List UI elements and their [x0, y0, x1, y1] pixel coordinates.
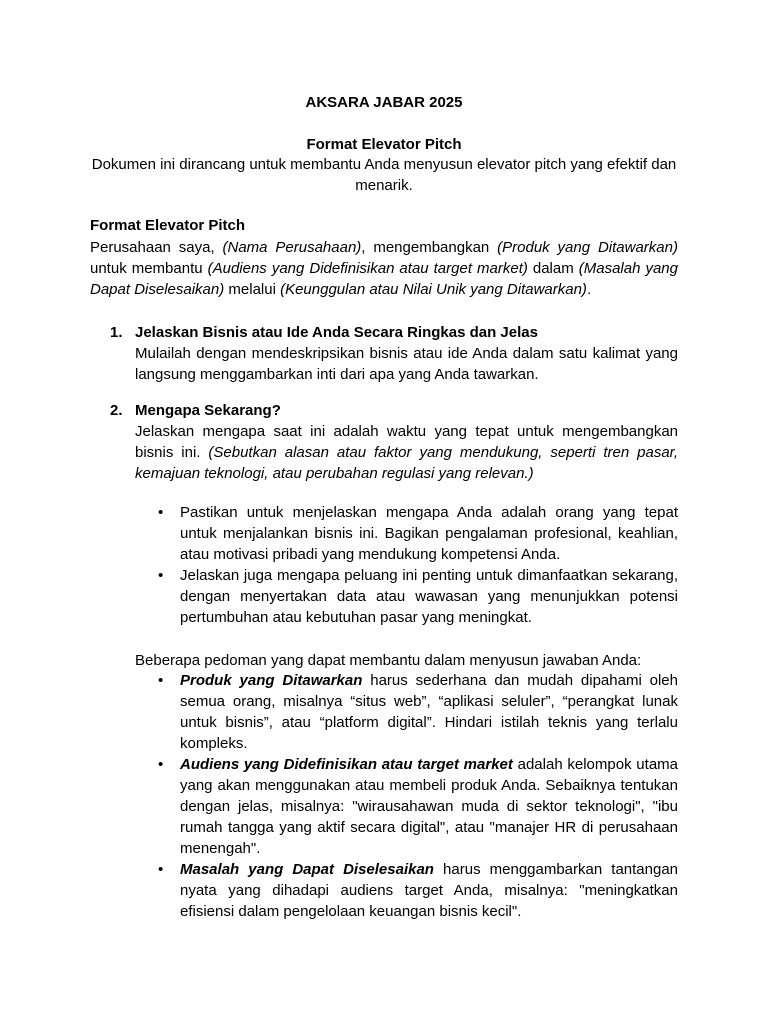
format-text: dalam — [527, 260, 579, 277]
format-placeholder-problem: (Masalah yang Dapat Diselesaikan) — [90, 260, 678, 298]
guide-term: Produk yang Ditawarkan — [180, 672, 363, 689]
bullet-icon: • — [158, 567, 164, 584]
format-text: . — [586, 281, 592, 298]
bullet-icon: • — [158, 861, 164, 878]
list-item — [156, 565, 678, 628]
guide-bullet-list — [156, 670, 678, 922]
format-text: Perusahaan saya, — [90, 239, 223, 256]
format-placeholder-audience: (Audiens yang Didefinisikan atau target market) — [207, 260, 528, 277]
list-item — [156, 502, 678, 565]
document-title: AKSARA JABAR 2025 — [305, 94, 463, 111]
guide-intro: Beberapa pedoman yang dapat membantu dalam menyusun jawaban Anda: — [135, 652, 642, 669]
guide-text: harus menggambarkan tantangan nyata yang dihadapi audiens target Anda, misalnya: "meningkatkan efisiensi dalam pengelolaan keuangan bisnis kecil". — [180, 861, 679, 920]
section-body-text: Jelaskan mengapa saat ini adalah waktu yang tepat untuk mengembangkan bisnis ini. — [135, 423, 678, 461]
guide-text: adalah kelompok utama yang akan menggunakan atau membeli produk Anda. Sebaiknya tentukan dengan jelas, misalnya: "wirausahawan muda di sektor teknologi", "ibu rumah tangga yang aktif secara digital", atau "manajer HR di perusahaan menengah". — [180, 756, 678, 857]
section-heading: Jelaskan Bisnis atau Ide Anda Secara Ringkas dan Jelas — [135, 324, 538, 341]
guide-text: harus sederhana dan mudah dipahami oleh semua orang, misalnya “situs web”, “aplikasi seluler”, “perangkat lunak untuk bisnis”, atau “platform digital”. Hindari istilah teknis yang terlalu kompleks. — [180, 672, 678, 752]
section-number: 2. — [110, 402, 123, 419]
guide-term: Audiens yang Didefinisikan atau target market — [180, 756, 513, 773]
section-body — [135, 421, 678, 484]
numbered-section-2 — [110, 400, 678, 484]
numbered-section-1 — [110, 322, 678, 385]
list-item-text: Jelaskan juga mengapa peluang ini penting untuk dimanfaatkan sekarang, dengan menyertakan data atau wawasan yang menunjukkan potensi pertumbuhan atau kebutuhan pasar yang meningkat. — [180, 567, 678, 626]
bullet-icon: • — [158, 504, 164, 521]
format-text: untuk membantu — [90, 260, 208, 277]
section-number: 1. — [110, 324, 123, 341]
format-text: melalui — [224, 281, 281, 298]
format-paragraph — [90, 237, 678, 300]
format-text: , mengembangkan — [361, 239, 498, 256]
format-placeholder-company: (Nama Perusahaan) — [222, 239, 362, 256]
document-subtitle: Format Elevator Pitch — [306, 136, 462, 153]
bullet-icon: • — [158, 756, 164, 773]
section-heading: Mengapa Sekarang? — [135, 402, 281, 419]
list-item — [156, 859, 678, 922]
format-placeholder-value: (Keunggulan atau Nilai Unik yang Ditawarkan) — [280, 281, 587, 298]
section-body-note: (Sebutkan alasan atau faktor yang mendukung, seperti tren pasar, kemajuan teknologi, atau perubahan regulasi yang relevan.) — [135, 444, 679, 482]
format-heading: Format Elevator Pitch — [90, 217, 246, 234]
list-item — [156, 670, 678, 754]
document-intro: Dokumen ini dirancang untuk membantu Anda menyusun elevator pitch yang efektif dan menarik. — [91, 156, 677, 194]
guide-term: Masalah yang Dapat Diselesaikan — [180, 861, 434, 878]
list-item — [156, 754, 678, 859]
list-item-text: Pastikan untuk menjelaskan mengapa Anda adalah orang yang tepat untuk menjalankan bisnis ini. Bagikan pengalaman profesional, keahlian, atau motivasi pribadi yang mendukung kompetensi Anda. — [180, 504, 678, 563]
section-body: Mulailah dengan mendeskripsikan bisnis atau ide Anda dalam satu kalimat yang langsung menggambarkan inti dari apa yang Anda tawarkan. — [135, 345, 678, 383]
section-2-bullet-list — [156, 502, 678, 628]
bullet-icon: • — [158, 672, 164, 689]
format-placeholder-product: (Produk yang Ditawarkan) — [497, 239, 678, 256]
